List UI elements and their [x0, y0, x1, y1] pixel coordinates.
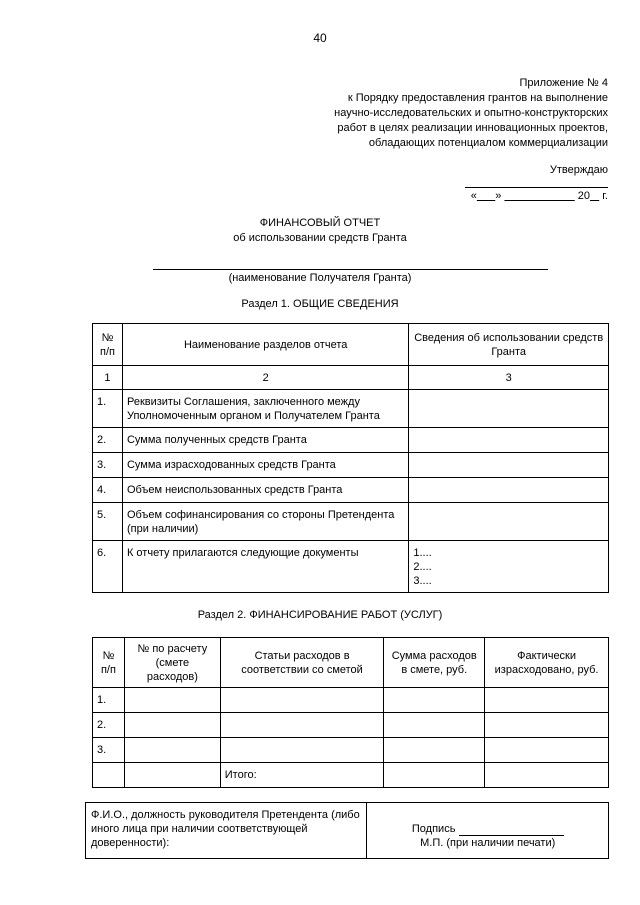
financing-table — [92, 637, 609, 788]
signature-label: Подпись — [411, 823, 456, 835]
row-name: К отчету прилагаются следующие документы — [122, 541, 408, 593]
section1-title: Раздел 1. ОБЩИЕ СВЕДЕНИЯ — [241, 298, 399, 310]
row-name: Сумма полученных средств Гранта — [122, 428, 408, 453]
total-row — [93, 763, 609, 788]
appendix-line: работ в целях реализации инновационных проектов, — [337, 122, 608, 134]
signatory-info: Ф.И.О., должность руководителя Претендента (либо иного лица при наличии соответствующей доверенности): — [86, 803, 367, 859]
numbering-cell: 3 — [409, 366, 609, 390]
numbering-row — [93, 366, 609, 390]
cell — [485, 738, 609, 763]
appendix-header — [334, 76, 608, 151]
page-number: 40 — [313, 31, 327, 45]
numbering-cell: 2 — [122, 366, 408, 390]
table-header-row — [93, 638, 609, 688]
cell — [485, 688, 609, 713]
cell — [124, 763, 220, 788]
table-row — [93, 541, 609, 593]
stamp-label: М.П. (при наличии печати) — [420, 837, 556, 849]
header-cell: Сумма расходов в смете, руб. — [384, 638, 485, 688]
row-info — [409, 428, 609, 453]
table-row — [93, 478, 609, 503]
appendix-line: обладающих потенциалом коммерциализации — [368, 137, 608, 149]
date-quote-close: » — [495, 190, 502, 202]
report-title — [0, 216, 640, 246]
cell — [124, 713, 220, 738]
cell — [93, 763, 125, 788]
table-row — [93, 738, 609, 763]
row-number: 5. — [93, 503, 123, 541]
header-cell: № по расчету (смете расходов) — [124, 638, 220, 688]
row-number: 3. — [93, 453, 123, 478]
recipient-name-line — [153, 269, 548, 270]
approve-signature-line — [465, 187, 608, 188]
cell — [124, 688, 220, 713]
appendix-line: научно-исследовательских и опытно-конструкторских — [334, 107, 608, 119]
approve-label: Утверждаю — [549, 164, 608, 176]
signature-block — [85, 802, 609, 859]
table-row — [93, 503, 609, 541]
header-cell: Сведения об использовании средств Гранта — [409, 324, 609, 366]
cell — [124, 738, 220, 763]
table-row — [93, 390, 609, 428]
approve-date — [471, 190, 608, 202]
table-row — [93, 713, 609, 738]
header-cell: № п/п — [93, 324, 123, 366]
row-number: 1. — [93, 390, 123, 428]
cell — [384, 738, 485, 763]
numbering-cell: 1 — [93, 366, 123, 390]
table-row — [93, 688, 609, 713]
general-info-table — [92, 323, 609, 593]
cell — [220, 738, 384, 763]
cell — [384, 713, 485, 738]
cell — [485, 713, 609, 738]
cell — [384, 763, 485, 788]
row-name: Сумма израсходованных средств Гранта — [122, 453, 408, 478]
document-item: 1.... — [413, 547, 432, 559]
document-item: 2.... — [413, 561, 432, 573]
row-number: 6. — [93, 541, 123, 593]
row-info — [409, 503, 609, 541]
table-row — [93, 453, 609, 478]
signature-area — [367, 803, 609, 859]
signature-line — [459, 825, 564, 836]
header-cell: Фактически израсходовано, руб. — [485, 638, 609, 688]
row-number: 2. — [93, 428, 123, 453]
recipient-caption: (наименование Получателя Гранта) — [228, 272, 412, 284]
date-year-prefix: 20 — [577, 190, 591, 202]
row-name: Объем неиспользованных средств Гранта — [122, 478, 408, 503]
title-line-1: ФИНАНСОВЫЙ ОТЧЕТ — [259, 217, 381, 229]
cell — [220, 688, 384, 713]
row-name: Реквизиты Соглашения, заключенного между Уполномоченным органом и Получателем Гранта — [122, 390, 408, 428]
section2-title: Раздел 2. ФИНАНСИРОВАНИЕ РАБОТ (УСЛУГ) — [197, 609, 443, 621]
row-info — [409, 390, 609, 428]
header-cell: № п/п — [93, 638, 125, 688]
row-number: 1. — [93, 688, 125, 713]
cell — [220, 713, 384, 738]
documents-list — [409, 541, 609, 593]
appendix-line: Приложение № 4 — [519, 77, 608, 89]
table-header-row — [93, 324, 609, 366]
row-number: 2. — [93, 713, 125, 738]
row-number: 3. — [93, 738, 125, 763]
date-quote-open: « — [470, 190, 477, 202]
date-year-suffix: г. — [602, 190, 608, 202]
row-name: Объем софинансирования со стороны Претендента (при наличии) — [122, 503, 408, 541]
row-number: 4. — [93, 478, 123, 503]
row-info — [409, 453, 609, 478]
cell — [485, 763, 609, 788]
appendix-line: к Порядку предоставления грантов на выполнение — [347, 92, 608, 104]
total-label: Итого: — [220, 763, 384, 788]
cell — [384, 688, 485, 713]
row-info — [409, 478, 609, 503]
title-line-2: об использовании средств Гранта — [233, 232, 407, 244]
header-cell: Наименование разделов отчета — [122, 324, 408, 366]
header-cell: Статьи расходов в соответствии со сметой — [220, 638, 384, 688]
table-row — [93, 428, 609, 453]
document-item: 3.... — [413, 575, 432, 587]
